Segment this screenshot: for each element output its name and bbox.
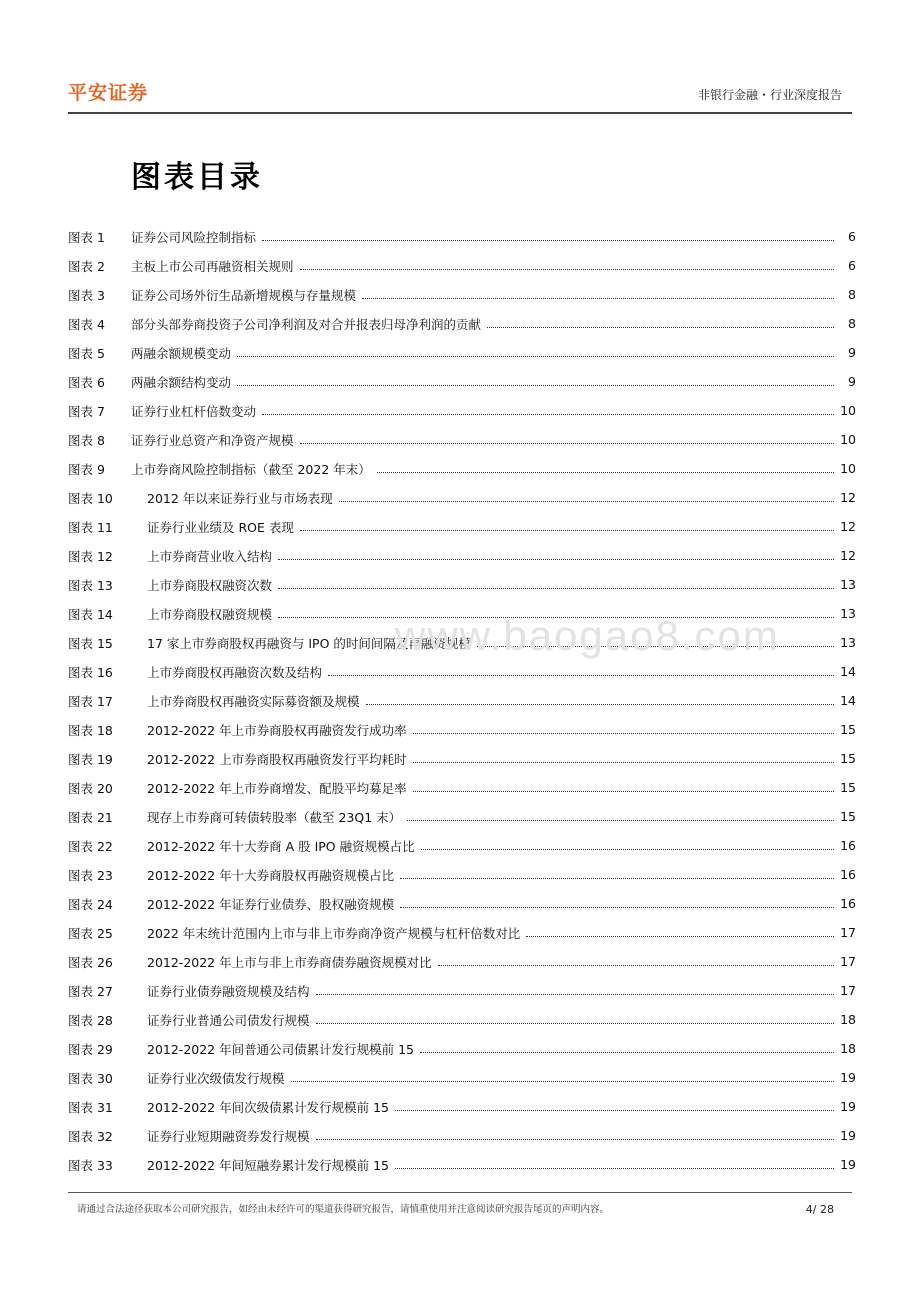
- toc-entry[interactable]: [68, 425, 856, 454]
- toc-leader-dots: [407, 820, 834, 821]
- toc-list: [68, 222, 856, 1179]
- toc-entry[interactable]: [68, 686, 856, 715]
- toc-entry-page: 19: [840, 1128, 856, 1143]
- toc-entry[interactable]: [68, 802, 856, 831]
- page-header: [68, 72, 852, 116]
- toc-entry-page: 12: [840, 519, 856, 534]
- toc-entry-title: 2012 年以来证券行业与市场表现: [147, 490, 333, 506]
- toc-entry[interactable]: [68, 1034, 856, 1063]
- toc-entry-title: 2012-2022 年十大券商股权再融资规模占比: [147, 867, 395, 883]
- toc-entry[interactable]: [68, 918, 856, 947]
- toc-entry-title: 证券公司风险控制指标: [131, 229, 257, 245]
- toc-entry[interactable]: [68, 744, 856, 773]
- toc-entry-page: 16: [840, 867, 856, 882]
- toc-entry-page: 10: [840, 432, 856, 447]
- toc-entry-label: 图表 17: [68, 693, 113, 709]
- toc-entry-title: 2012-2022 年上市券商股权再融资发行成功率: [147, 722, 407, 738]
- watermark: www.baogao8.com: [395, 612, 780, 659]
- toc-entry-title: 主板上市公司再融资相关规则: [131, 258, 294, 274]
- toc-leader-dots: [300, 443, 834, 444]
- toc-entry-label: 图表 28: [68, 1012, 113, 1028]
- toc-entry[interactable]: [68, 831, 856, 860]
- toc-leader-dots: [438, 965, 834, 966]
- toc-entry[interactable]: [68, 309, 856, 338]
- toc-entry[interactable]: [68, 657, 856, 686]
- toc-entry-label: 图表 3: [68, 287, 105, 303]
- toc-entry[interactable]: [68, 222, 856, 251]
- toc-entry-page: 15: [840, 780, 856, 795]
- toc-entry-title: 证券公司场外衍生品新增规模与存量规模: [131, 287, 357, 303]
- toc-entry-label: 图表 1: [68, 229, 105, 245]
- toc-entry[interactable]: [68, 1005, 856, 1034]
- toc-entry-page: 9: [848, 345, 856, 360]
- toc-leader-dots: [328, 675, 834, 676]
- toc-entry-page: 17: [840, 954, 856, 969]
- toc-entry-title: 两融余额规模变动: [131, 345, 232, 361]
- toc-entry-title: 证券行业总资产和净资产规模: [131, 432, 294, 448]
- toc-leader-dots: [291, 1081, 834, 1082]
- toc-leader-dots: [413, 762, 834, 763]
- toc-heading: 图表目录: [131, 160, 263, 195]
- toc-leader-dots: [278, 559, 834, 560]
- toc-entry-title: 2012-2022 年间短融券累计发行规模前 15: [147, 1157, 389, 1173]
- toc-entry-label: 图表 6: [68, 374, 105, 390]
- footer-divider: [68, 1192, 852, 1193]
- toc-entry-label: 图表 32: [68, 1128, 113, 1144]
- toc-entry-page: 6: [848, 229, 856, 244]
- toc-entry-label: 图表 8: [68, 432, 105, 448]
- toc-leader-dots: [526, 936, 834, 937]
- toc-entry-page: 14: [840, 693, 856, 708]
- toc-leader-dots: [421, 849, 834, 850]
- toc-entry-label: 图表 18: [68, 722, 113, 738]
- toc-entry-title: 上市券商营业收入结构: [147, 548, 273, 564]
- toc-entry-label: 图表 24: [68, 896, 113, 912]
- toc-leader-dots: [400, 907, 834, 908]
- toc-entry[interactable]: [68, 1150, 856, 1179]
- toc-entry[interactable]: [68, 860, 856, 889]
- toc-entry-page: 18: [840, 1041, 856, 1056]
- toc-entry[interactable]: [68, 1063, 856, 1092]
- toc-entry-title: 上市券商股权融资次数: [147, 577, 273, 593]
- toc-entry-label: 图表 31: [68, 1099, 113, 1115]
- toc-entry-title: 证券行业次级债发行规模: [147, 1070, 285, 1086]
- toc-leader-dots: [395, 1110, 834, 1111]
- toc-entry-title: 上市券商风险控制指标（截至 2022 年末）: [131, 461, 371, 477]
- toc-entry-title: 2012-2022 年间普通公司债累计发行规模前 15: [147, 1041, 414, 1057]
- toc-entry[interactable]: [68, 947, 856, 976]
- toc-entry-title: 证券行业业绩及 ROE 表现: [147, 519, 294, 535]
- toc-entry[interactable]: [68, 541, 856, 570]
- toc-entry-label: 图表 15: [68, 635, 113, 651]
- toc-leader-dots: [395, 1168, 834, 1169]
- toc-entry[interactable]: [68, 483, 856, 512]
- toc-entry-label: 图表 19: [68, 751, 113, 767]
- toc-leader-dots: [262, 414, 834, 415]
- toc-entry-label: 图表 20: [68, 780, 113, 796]
- toc-entry-label: 图表 14: [68, 606, 113, 622]
- toc-entry-page: 15: [840, 751, 856, 766]
- toc-entry[interactable]: [68, 251, 856, 280]
- toc-leader-dots: [377, 472, 834, 473]
- toc-entry-page: 19: [840, 1157, 856, 1172]
- toc-entry-page: 6: [848, 258, 856, 273]
- toc-entry-page: 12: [840, 548, 856, 563]
- toc-entry-page: 16: [840, 838, 856, 853]
- toc-entry[interactable]: [68, 889, 856, 918]
- toc-entry-label: 图表 26: [68, 954, 113, 970]
- toc-leader-dots: [237, 385, 834, 386]
- toc-entry-title: 上市券商股权再融资次数及结构: [147, 664, 323, 680]
- toc-entry-label: 图表 16: [68, 664, 113, 680]
- company-logo: 平安证券: [68, 82, 149, 104]
- toc-entry[interactable]: [68, 338, 856, 367]
- toc-leader-dots: [300, 269, 834, 270]
- toc-entry-page: 8: [848, 316, 856, 331]
- toc-entry-page: 13: [840, 606, 856, 621]
- toc-entry-label: 图表 13: [68, 577, 113, 593]
- page-number: 4/ 28: [805, 1203, 834, 1216]
- toc-leader-dots: [487, 327, 834, 328]
- toc-leader-dots: [278, 588, 834, 589]
- toc-entry-page: 18: [840, 1012, 856, 1027]
- toc-entry-label: 图表 23: [68, 867, 113, 883]
- toc-entry-page: 17: [840, 983, 856, 998]
- toc-entry-page: 12: [840, 490, 856, 505]
- toc-entry-page: 16: [840, 896, 856, 911]
- toc-entry-label: 图表 10: [68, 490, 113, 506]
- footer-disclaimer: 请通过合法途径获取本公司研究报告，如经由未经许可的渠道获得研究报告，请慎重使用并注意阅读研究报告尾页的声明内容。: [77, 1204, 610, 1215]
- toc-entry-title: 2012-2022 年证券行业债券、股权融资规模: [147, 896, 395, 912]
- toc-entry-label: 图表 29: [68, 1041, 113, 1057]
- toc-entry-title: 2012-2022 年上市券商增发、配股平均募足率: [147, 780, 407, 796]
- toc-entry-page: 8: [848, 287, 856, 302]
- toc-entry-label: 图表 12: [68, 548, 113, 564]
- toc-entry-title: 17 家上市券商股权再融资与 IPO 的时间间隔及再融资规模: [147, 635, 471, 651]
- toc-entry-label: 图表 21: [68, 809, 113, 825]
- header-divider: [68, 112, 852, 114]
- toc-entry-label: 图表 22: [68, 838, 113, 854]
- toc-leader-dots: [316, 1023, 834, 1024]
- toc-leader-dots: [316, 1139, 834, 1140]
- toc-entry-page: 19: [840, 1099, 856, 1114]
- toc-leader-dots: [400, 878, 834, 879]
- toc-entry-title: 证券行业杠杆倍数变动: [131, 403, 257, 419]
- toc-leader-dots: [413, 791, 834, 792]
- page-footer: [68, 1192, 852, 1216]
- toc-entry[interactable]: [68, 396, 856, 425]
- toc-entry-title: 上市券商股权融资规模: [147, 606, 273, 622]
- toc-entry-page: 17: [840, 925, 856, 940]
- toc-entry-page: 19: [840, 1070, 856, 1085]
- toc-leader-dots: [366, 704, 834, 705]
- toc-entry-label: 图表 33: [68, 1157, 113, 1173]
- report-type-label: 非银行金融・行业深度报告: [697, 88, 842, 102]
- toc-entry[interactable]: [68, 976, 856, 1005]
- toc-entry-label: 图表 25: [68, 925, 113, 941]
- toc-entry-label: 图表 30: [68, 1070, 113, 1086]
- toc-entry[interactable]: [68, 570, 856, 599]
- toc-entry-page: 15: [840, 809, 856, 824]
- toc-entry-page: 13: [840, 577, 856, 592]
- toc-leader-dots: [420, 1052, 834, 1053]
- toc-entry-title: 上市券商股权再融资实际募资额及规模: [147, 693, 360, 709]
- toc-entry-title: 证券行业债券融资规模及结构: [147, 983, 310, 999]
- toc-entry-title: 2012-2022 年间次级债累计发行规模前 15: [147, 1099, 389, 1115]
- toc-entry-label: 图表 27: [68, 983, 113, 999]
- toc-entry-label: 图表 11: [68, 519, 113, 535]
- toc-entry[interactable]: [68, 280, 856, 309]
- toc-entry-page: 15: [840, 722, 856, 737]
- toc-entry[interactable]: [68, 512, 856, 541]
- toc-leader-dots: [262, 240, 834, 241]
- toc-entry[interactable]: [68, 1092, 856, 1121]
- toc-entry-title: 2012-2022 年上市与非上市券商债券融资规模对比: [147, 954, 432, 970]
- toc-entry[interactable]: [68, 773, 856, 802]
- toc-entry-page: 14: [840, 664, 856, 679]
- toc-entry-label: 图表 4: [68, 316, 105, 332]
- toc-entry-label: 图表 5: [68, 345, 105, 361]
- toc-entry-page: 10: [840, 403, 856, 418]
- toc-entry[interactable]: [68, 715, 856, 744]
- toc-entry-title: 部分头部券商投资子公司净利润及对合并报表归母净利润的贡献: [131, 316, 482, 332]
- toc-entry-label: 图表 7: [68, 403, 105, 419]
- toc-leader-dots: [339, 501, 834, 502]
- toc-entry-title: 2012-2022 年十大券商 A 股 IPO 融资规模占比: [147, 838, 415, 854]
- toc-leader-dots: [362, 298, 834, 299]
- toc-entry[interactable]: [68, 367, 856, 396]
- toc-entry-page: 10: [840, 461, 856, 476]
- toc-entry-title: 证券行业短期融资券发行规模: [147, 1128, 310, 1144]
- toc-entry-title: 现存上市券商可转债转股率（截至 23Q1 末）: [147, 809, 402, 825]
- toc-entry-label: 图表 2: [68, 258, 105, 274]
- toc-entry-label: 图表 9: [68, 461, 105, 477]
- toc-entry-title: 证券行业普通公司债发行规模: [147, 1012, 310, 1028]
- toc-leader-dots: [237, 356, 834, 357]
- toc-leader-dots: [316, 994, 834, 995]
- toc-entry[interactable]: [68, 454, 856, 483]
- toc-entry-title: 两融余额结构变动: [131, 374, 232, 390]
- toc-leader-dots: [413, 733, 834, 734]
- toc-leader-dots: [300, 530, 834, 531]
- toc-entry-title: 2022 年末统计范围内上市与非上市券商净资产规模与杠杆倍数对比: [147, 925, 521, 941]
- toc-entry[interactable]: [68, 1121, 856, 1150]
- toc-entry-page: 13: [840, 635, 856, 650]
- toc-entry-title: 2012-2022 上市券商股权再融资发行平均耗时: [147, 751, 407, 767]
- toc-entry-page: 9: [848, 374, 856, 389]
